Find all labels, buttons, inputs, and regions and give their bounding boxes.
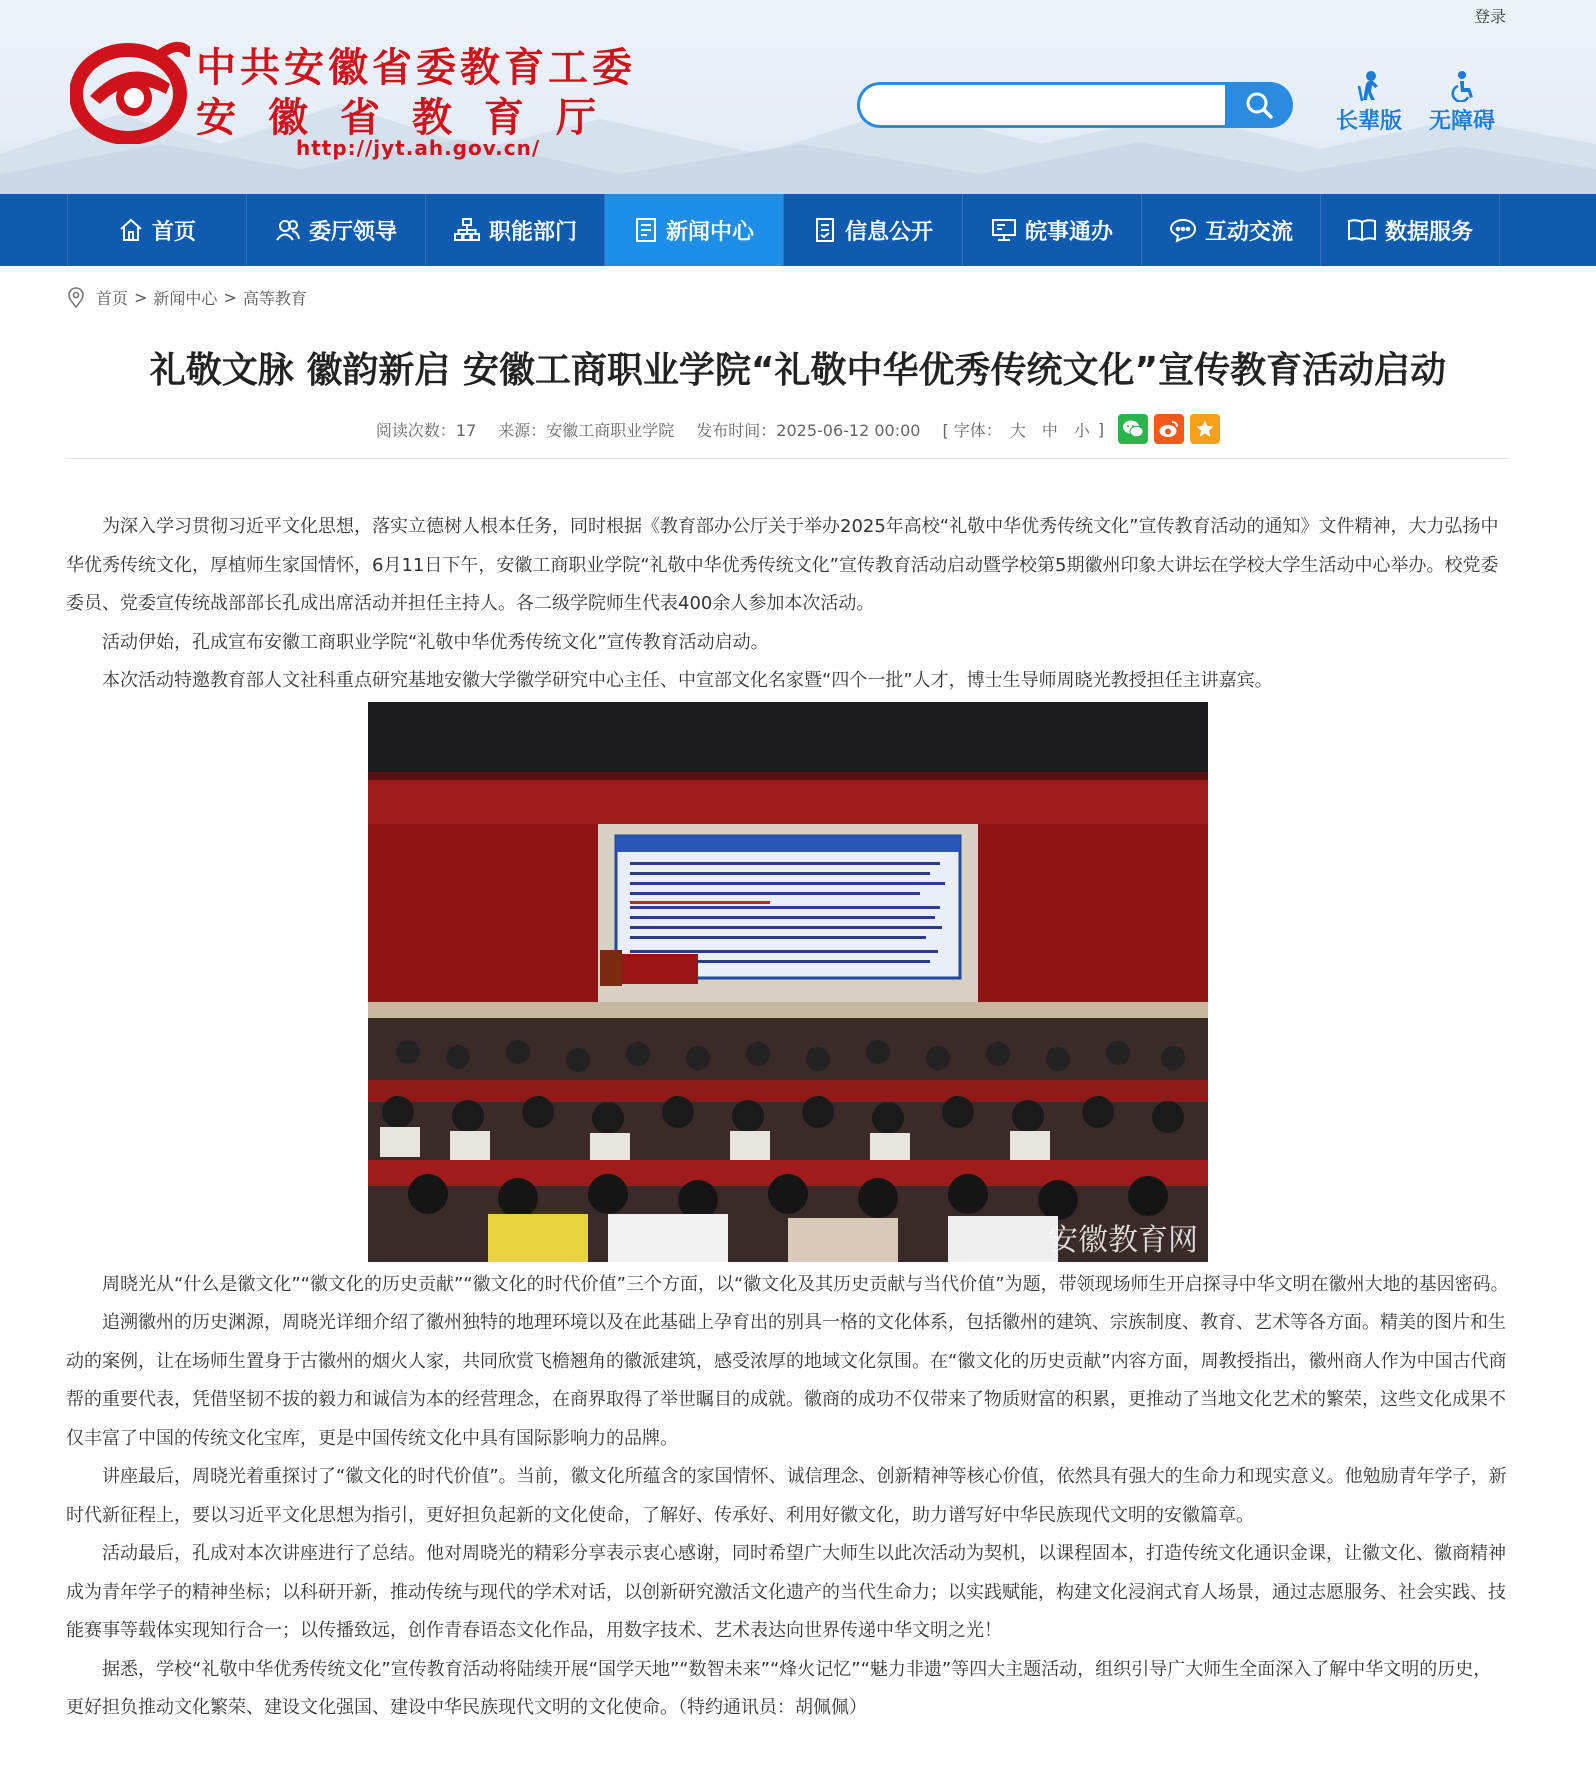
home-icon	[118, 217, 144, 243]
elder-mode-label: 长辈版	[1335, 109, 1402, 134]
wechat-icon	[1122, 419, 1144, 439]
search-icon	[1244, 90, 1274, 120]
logo-e-icon	[70, 34, 190, 144]
nav-item-leaders[interactable]	[247, 194, 426, 266]
article-photo	[368, 702, 1208, 1262]
nav-label: 数据服务	[1384, 219, 1473, 245]
nav-label: 首页	[151, 219, 196, 245]
elder-icon	[1354, 70, 1384, 102]
font-size-label: [ 字体：	[942, 420, 1002, 440]
article-paragraph: 追溯徽州的历史渊源，周晓光详细介绍了徽州独特的地理环境以及在此基础上孕育出的别具一格的文化体系，包括徽州的建筑、宗族制度、教育、艺术等各方面。精美的图片和生动的案例，让在场师生置身于古徽州的烟火人家，共同欣赏飞檐翘角的徽派建筑，感受浓厚的地域文化氛围。在“徽文化的历史贡献”内容方面，周教授指出，徽州商人作为中国古代商帮的重要代表，凭借坚韧不拔的毅力和诚信为本的经营理念，在商界取得了举世瞩目的成就。徽商的成功不仅带来了物质财富的积累，更推动了当地文化艺术的繁荣，这些文化成果不仅丰富了中国的传统文化宝库，更是中国传统文化中具有国际影响力的品牌。	[66, 1312, 1507, 1449]
article-paragraph: 周晓光从“什么是徽文化”“徽文化的历史贡献”“徽文化的时代价值”三个方面，以“徽文化及其历史贡献与当代价值”为题，带领现场师生开启探寻中华文明在徽州大地的基因密码。	[102, 1273, 1509, 1295]
share-favorite-button[interactable]	[1190, 414, 1220, 444]
org-chart-icon	[453, 217, 481, 243]
nav-item-interaction[interactable]	[1142, 194, 1321, 266]
nav-item-departments[interactable]	[426, 194, 605, 266]
location-pin-icon	[66, 287, 86, 309]
article-paragraph: 据悉，学校“礼敬中华优秀传统文化”宣传教育活动将陆续开展“国学天地”“数智未来”“烽火记忆”“魅力非遗”等四大主题活动，组织引导广大师生全面深入了解中华文明的历史，更好担负推动文化繁荣、建设文化强国、建设中华民族现代文明的文化使命。（特约通讯员：胡佩佩）	[66, 1658, 1492, 1718]
nav-item-news[interactable]	[605, 194, 784, 266]
news-icon	[634, 217, 658, 243]
nav-item-services[interactable]	[963, 194, 1142, 266]
accessibility-label: 无障碍	[1428, 109, 1495, 134]
font-size-small[interactable]: 小	[1073, 420, 1090, 440]
accessibility-button[interactable]	[1422, 70, 1502, 135]
book-icon	[1347, 217, 1377, 243]
nav-item-data[interactable]	[1321, 194, 1500, 266]
article-title: 礼敬文脉 徽韵新启 安徽工商职业学院“礼敬中华优秀传统文化”宣传教育活动启动	[149, 350, 1447, 391]
site-logo[interactable]	[70, 34, 670, 164]
accessibility-icon	[1447, 70, 1477, 102]
nav-label: 皖事通办	[1024, 219, 1113, 245]
nav-item-disclosure[interactable]	[784, 194, 963, 266]
org-name-line2: 安徽省教育厅	[196, 94, 628, 141]
search-bar	[857, 82, 1293, 128]
article-body	[66, 508, 1509, 1728]
article-paragraph: 本次活动特邀教育部人文社科重点研究基地安徽大学徽学研究中心主任、中宣部文化名家暨“四个一批”人才，博士生导师周晓光教授担任主讲嘉宾。	[102, 670, 1273, 691]
breadcrumb-separator: >	[134, 288, 148, 307]
elder-mode-button[interactable]	[1329, 70, 1409, 135]
monitor-icon	[991, 217, 1017, 243]
nav-label: 信息公开	[844, 219, 933, 245]
users-icon	[275, 217, 301, 243]
nav-label: 互动交流	[1204, 219, 1293, 245]
main-nav	[0, 194, 1596, 266]
font-size-medium[interactable]: 中	[1041, 420, 1058, 440]
nav-label: 职能部门	[488, 219, 577, 245]
weibo-icon	[1158, 419, 1180, 439]
star-icon	[1195, 419, 1215, 439]
read-count: 阅读次数：17	[375, 420, 477, 440]
breadcrumb	[66, 286, 307, 309]
article-paragraph: 活动伊始，孔成宣布安徽工商职业学院“礼敬中华优秀传统文化”宣传教育活动启动。	[102, 631, 769, 653]
breadcrumb-home[interactable]: 首页	[96, 289, 129, 308]
nav-label: 委厅领导	[308, 219, 397, 245]
publish-date: 发布时间：2025-06-12 00:00	[696, 420, 921, 440]
breadcrumb-news-center[interactable]: 新闻中心	[153, 289, 218, 308]
site-url: http://jyt.ah.gov.cn/	[296, 136, 541, 160]
breadcrumb-higher-education[interactable]: 高等教育	[242, 289, 307, 308]
org-name-line1: 中共安徽省委教育工委	[196, 44, 636, 91]
article-paragraph: 为深入学习贯彻习近平文化思想，落实立德树人根本任务，同时根据《教育部办公厅关于举办2025年高校“礼敬中华优秀传统文化”宣传教育活动的通知》文件精神，大力弘扬中华优秀传统文化，厚植师生家国情怀，6月11日下午，安徽工商职业学院“礼敬中华优秀传统文化”宣传教育活动启动暨学校第5期徽州印象大讲坛在学校大学生活动中心举办。校党委委员、党委宣传统战部部长孔成出席活动并担任主持人。各二级学院师生代表400余人参加本次活动。	[66, 516, 1499, 614]
font-size-large[interactable]: 大	[1009, 420, 1026, 440]
chat-icon	[1169, 217, 1197, 243]
nav-label: 新闻中心	[665, 219, 754, 245]
login-link[interactable]: 登录	[1473, 7, 1506, 26]
search-button[interactable]	[1225, 82, 1293, 128]
document-icon	[813, 217, 837, 243]
article-paragraph: 活动最后，孔成对本次讲座进行了总结。他对周晓光的精彩分享表示衷心感谢，同时希望广大师生以此次活动为契机，以课程固本，打造传统文化通识金课，让徽文化、徽商精神成为青年学子的精神坐标；以科研开新，推动传统与现代的学术对话，以创新研究激活文化遗产的当代生命力；以实践赋能，构建文化浸润式育人场景，通过志愿服务、社会实践、技能赛事等载体实现知行合一；以传播致远，创作青春语态文化作品，用数字技术、艺术表达向世界传递中华文明之光！	[66, 1543, 1506, 1641]
divider	[66, 458, 1509, 459]
article-meta	[0, 414, 1596, 444]
site-header	[0, 0, 1596, 194]
nav-item-home[interactable]	[68, 194, 247, 266]
share-wechat-button[interactable]	[1118, 414, 1148, 444]
breadcrumb-separator: >	[223, 288, 237, 307]
article-paragraph: 讲座最后，周晓光着重探讨了“徽文化的时代价值”。当前，徽文化所蕴含的家国情怀、诚信理念、创新精神等核心价值，依然具有强大的生命力和现实意义。他勉励青年学子，新时代新征程上，要以习近平文化思想为指引，更好担负起新的文化使命，了解好、传承好、利用好徽文化，助力谱写好中华民族现代文明的安徽篇章。	[66, 1466, 1507, 1526]
search-input[interactable]	[857, 82, 1227, 128]
photo-watermark: 安徽教育网	[1047, 1222, 1198, 1258]
share-weibo-button[interactable]	[1154, 414, 1184, 444]
article-source: 来源：安徽工商职业学院	[498, 420, 675, 440]
font-size-label-end: ]	[1097, 419, 1105, 439]
